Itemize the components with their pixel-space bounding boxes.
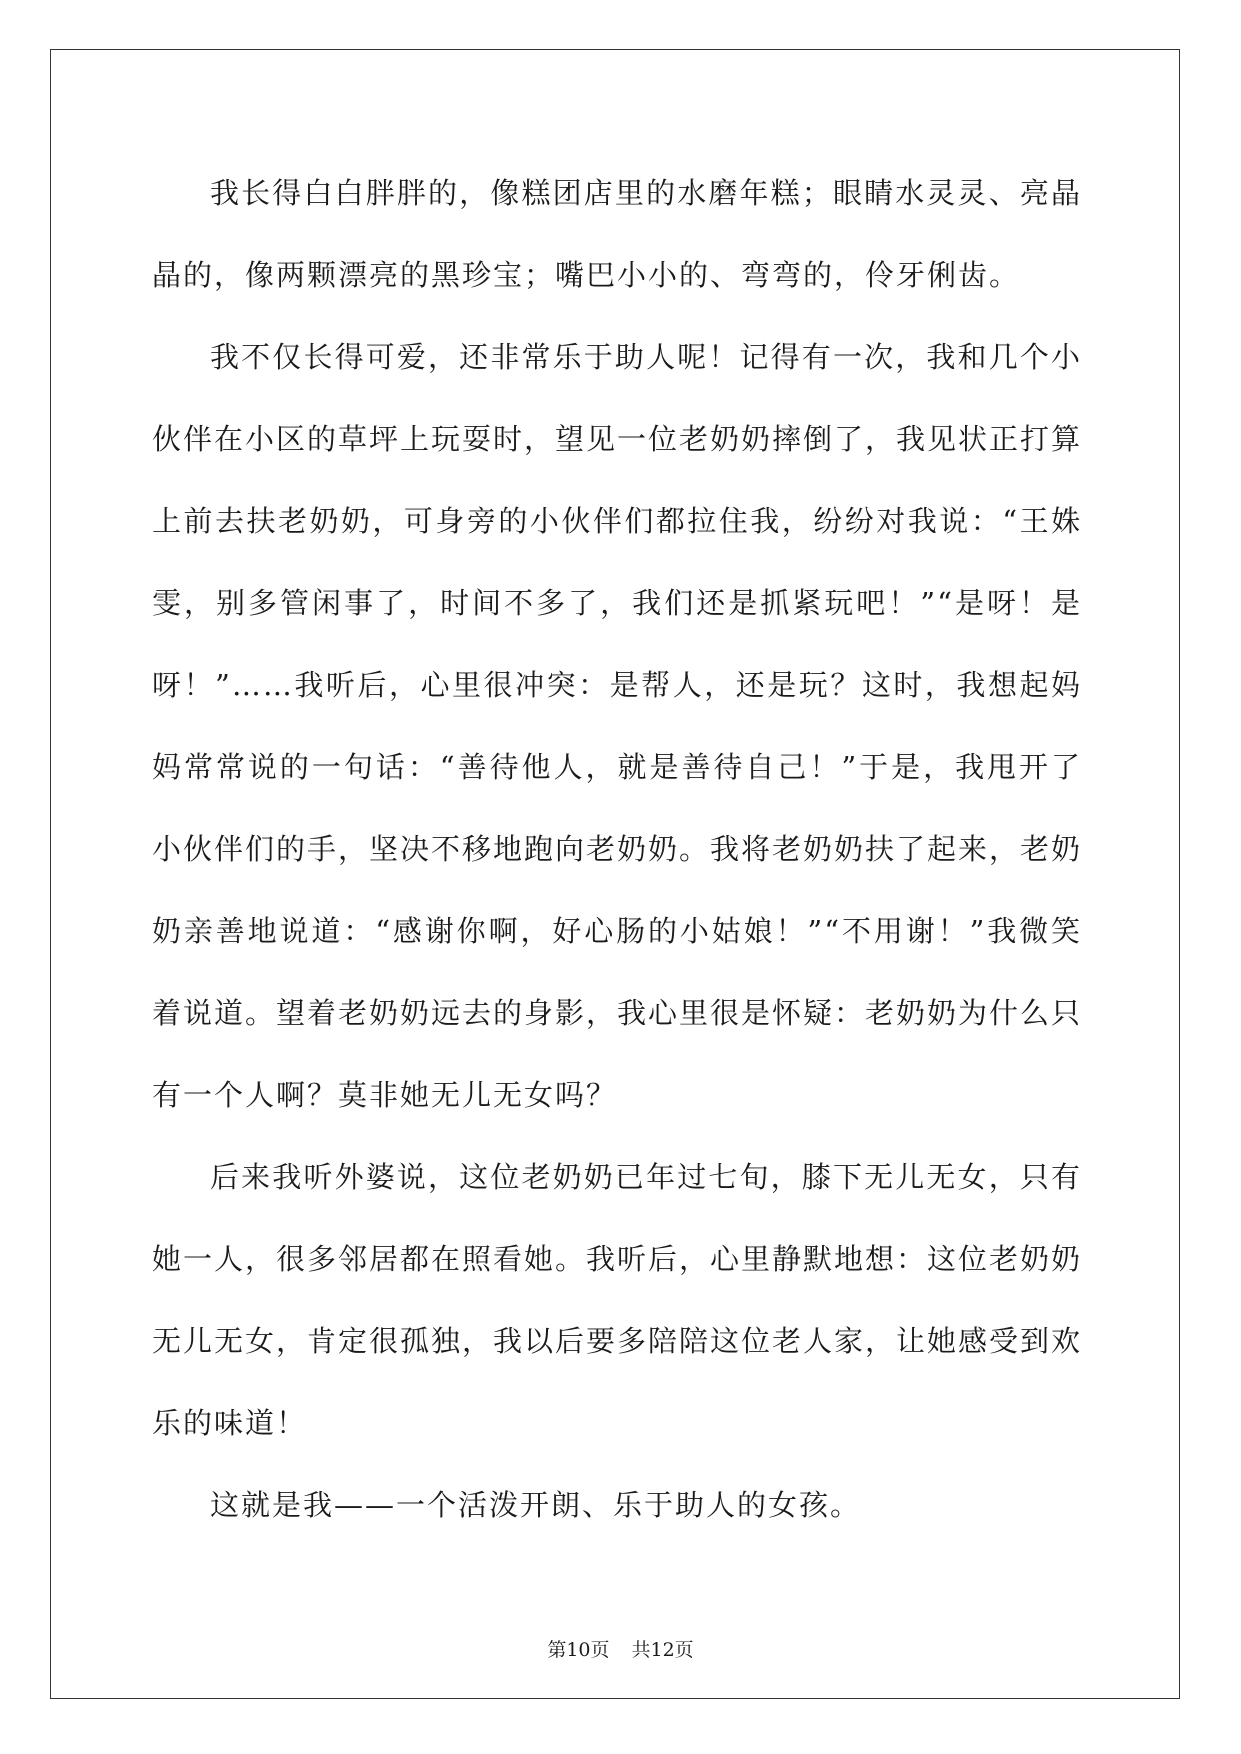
page-footer (0, 1635, 1241, 1662)
page-total: 共12页 (631, 1639, 694, 1661)
document-body (152, 152, 1082, 1546)
page-number: 第10页 (547, 1639, 610, 1661)
paragraph-appearance: 我长得白白胖胖的，像糕团店里的水磨年糕；眼睛水灵灵、亮晶晶的，像两颗漂亮的黑珍宝；嘴巴小小的、弯弯的，伶牙俐齿。 (152, 176, 1082, 292)
paragraph-helping-grandma: 我不仅长得可爱，还非常乐于助人呢！记得有一次，我和几个小伙伴在小区的草坪上玩耍时，望见一位老奶奶摔倒了，我见状正打算上前去扶老奶奶，可身旁的小伙伴们都拉住我，纷纷对我说：“王姝雯，别多管闲事了，时间不多了，我们还是抓紧玩吧！”“是呀！是呀！”……我听后，心里很冲突：是帮人，还是玩？这时，我想起妈妈常常说的一句话：“善待他人，就是善待自己！”于是，我甩开了小伙伴们的手，坚决不移地跑向老奶奶。我将老奶奶扶了起来，老奶奶亲善地说道：“感谢你啊，好心肠的小姑娘！”“不用谢！”我微笑着说道。望着老奶奶远去的身影，我心里很是怀疑：老奶奶为什么只有一个人啊？莫非她无儿无女吗？ (152, 340, 1083, 1112)
paragraph-grandma-story: 后来我听外婆说，这位老奶奶已年过七旬，膝下无儿无女，只有她一人，很多邻居都在照看她。我听后，心里静默地想：这位老奶奶无儿无女，肯定很孤独，我以后要多陪陪这位老人家，让她感受到欢乐的味道！ (152, 1160, 1083, 1440)
paragraph-conclusion: 这就是我——一个活泼开朗、乐于助人的女孩。 (210, 1488, 862, 1522)
